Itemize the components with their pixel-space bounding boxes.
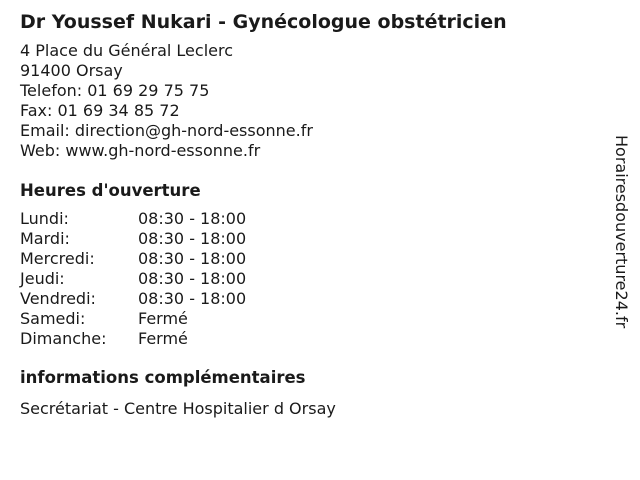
website: Web: www.gh-nord-essonne.fr bbox=[20, 141, 261, 160]
page-title: Dr Youssef Nukari - Gynécologue obstétricien bbox=[20, 11, 507, 33]
email-address: Email: direction@gh-nord-essonne.fr bbox=[20, 121, 313, 140]
fax-number: Fax: 01 69 34 85 72 bbox=[20, 101, 180, 120]
hours-row-wednesday bbox=[20, 249, 600, 269]
address-street: 4 Place du Général Leclerc bbox=[20, 41, 233, 60]
hours-row-saturday bbox=[20, 309, 600, 329]
hours-day: Dimanche: bbox=[20, 329, 107, 348]
additional-info-text: Secrétariat - Centre Hospitalier d Orsay bbox=[20, 399, 336, 418]
hours-day: Lundi: bbox=[20, 209, 69, 228]
hours-day: Samedi: bbox=[20, 309, 86, 328]
hours-row-friday bbox=[20, 289, 600, 309]
hours-time: 08:30 - 18:00 bbox=[138, 229, 247, 248]
hours-time: 08:30 - 18:00 bbox=[138, 249, 247, 268]
hours-day: Mercredi: bbox=[20, 249, 95, 268]
opening-hours-table bbox=[20, 209, 600, 349]
site-watermark: Horairesdouverture24.fr bbox=[612, 135, 631, 329]
contact-block bbox=[20, 41, 600, 161]
hours-time: 08:30 - 18:00 bbox=[138, 209, 247, 228]
hours-row-tuesday bbox=[20, 229, 600, 249]
hours-row-monday bbox=[20, 209, 600, 229]
phone-number: Telefon: 01 69 29 75 75 bbox=[20, 81, 210, 100]
additional-info-heading: informations complémentaires bbox=[20, 368, 306, 387]
hours-time: Fermé bbox=[138, 329, 188, 348]
opening-hours-heading: Heures d'ouverture bbox=[20, 181, 201, 200]
hours-time: Fermé bbox=[138, 309, 188, 328]
hours-row-thursday bbox=[20, 269, 600, 289]
hours-day: Mardi: bbox=[20, 229, 70, 248]
hours-row-sunday bbox=[20, 329, 600, 349]
listing-card bbox=[20, 9, 600, 419]
hours-time: 08:30 - 18:00 bbox=[138, 289, 247, 308]
address-city: 91400 Orsay bbox=[20, 61, 123, 80]
hours-day: Jeudi: bbox=[20, 269, 65, 288]
hours-day: Vendredi: bbox=[20, 289, 96, 308]
hours-time: 08:30 - 18:00 bbox=[138, 269, 247, 288]
